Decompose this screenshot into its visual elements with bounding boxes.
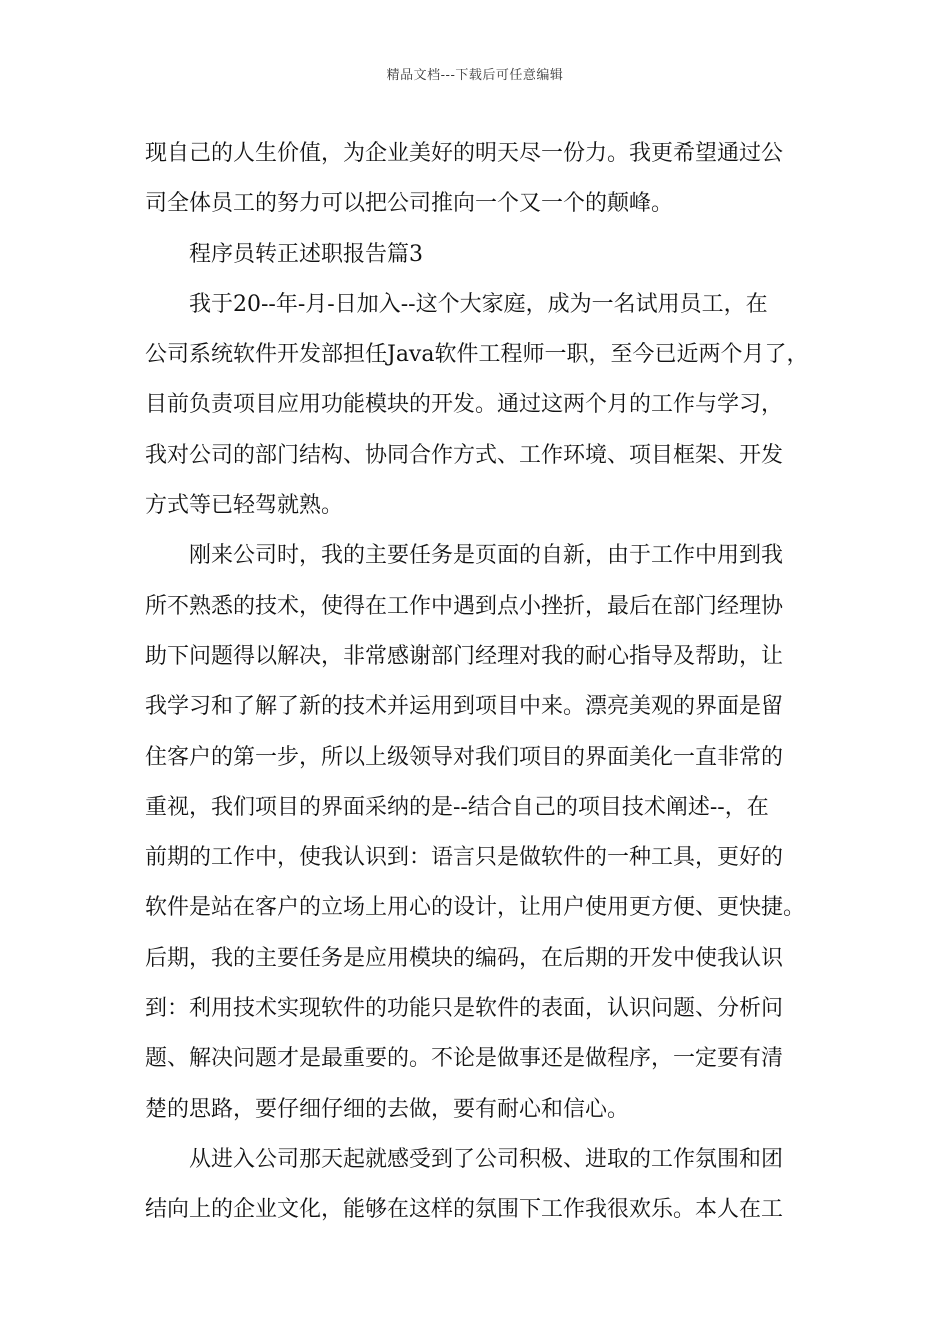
text-line: 方式等已轻驾就熟。 (145, 493, 344, 519)
text-line: 到：利用技术实现软件的功能只是软件的表面，认识问题、分析问 (145, 996, 784, 1022)
text-line: 软件是站在客户的立场上用心的设计，让用户使用更方便、更快捷。 (145, 895, 806, 921)
text-line: 公司系统软件开发部担任Java软件工程师一职，至今已近两个月了， (145, 342, 809, 368)
text-line: 我对公司的部门结构、协同合作方式、工作环境、项目框架、开发 (145, 442, 784, 468)
section-title: 程序员转正述职报告篇3 (189, 241, 423, 267)
document-body (145, 129, 810, 1236)
text-line: 助下问题得以解决，非常感谢部门经理对我的耐心指导及帮助，让 (145, 643, 784, 669)
text-line: 现自己的人生价值，为企业美好的明天尽一份力。我更希望通过公 (145, 141, 784, 166)
page-header: 精品文档---下载后可任意编辑 (386, 68, 564, 83)
text-line: 我于20--年-月-日加入--这个大家庭，成为一名试用员工，在 (189, 291, 768, 317)
text-line: 后期，我的主要任务是应用模块的编码，在后期的开发中使我认识 (145, 945, 784, 971)
text-line: 楚的思路，要仔细仔细的去做，要有耐心和信心。 (145, 1096, 630, 1122)
text-line: 题、解决问题才是最重要的。不论是做事还是做程序，一定要有清 (145, 1046, 784, 1072)
text-line: 我学习和了解了新的技术并运用到项目中来。漂亮美观的界面是留 (145, 694, 784, 720)
text-line: 重视，我们项目的界面采纳的是--结合自己的项目技术阐述--，在 (145, 794, 769, 820)
text-line: 住客户的第一步，所以上级领导对我们项目的界面美化一直非常的 (145, 744, 784, 770)
text-line: 目前负责项目应用功能模块的开发。通过这两个月的工作与学习， (145, 392, 784, 418)
text-line: 从进入公司那天起就感受到了公司积极、进取的工作氛围和团 (189, 1146, 784, 1172)
text-line: 结向上的企业文化，能够在这样的氛围下工作我很欢乐。本人在工 (145, 1197, 784, 1223)
text-line: 司全体员工的努力可以把公司推向一个又一个的颠峰。 (145, 191, 674, 217)
text-line: 所不熟悉的技术，使得在工作中遇到点小挫折，最后在部门经理协 (145, 593, 784, 619)
text-line: 前期的工作中，使我认识到：语言只是做软件的一种工具，更好的 (145, 845, 784, 871)
text-line: 刚来公司时，我的主要任务是页面的自新，由于工作中用到我 (189, 543, 784, 569)
